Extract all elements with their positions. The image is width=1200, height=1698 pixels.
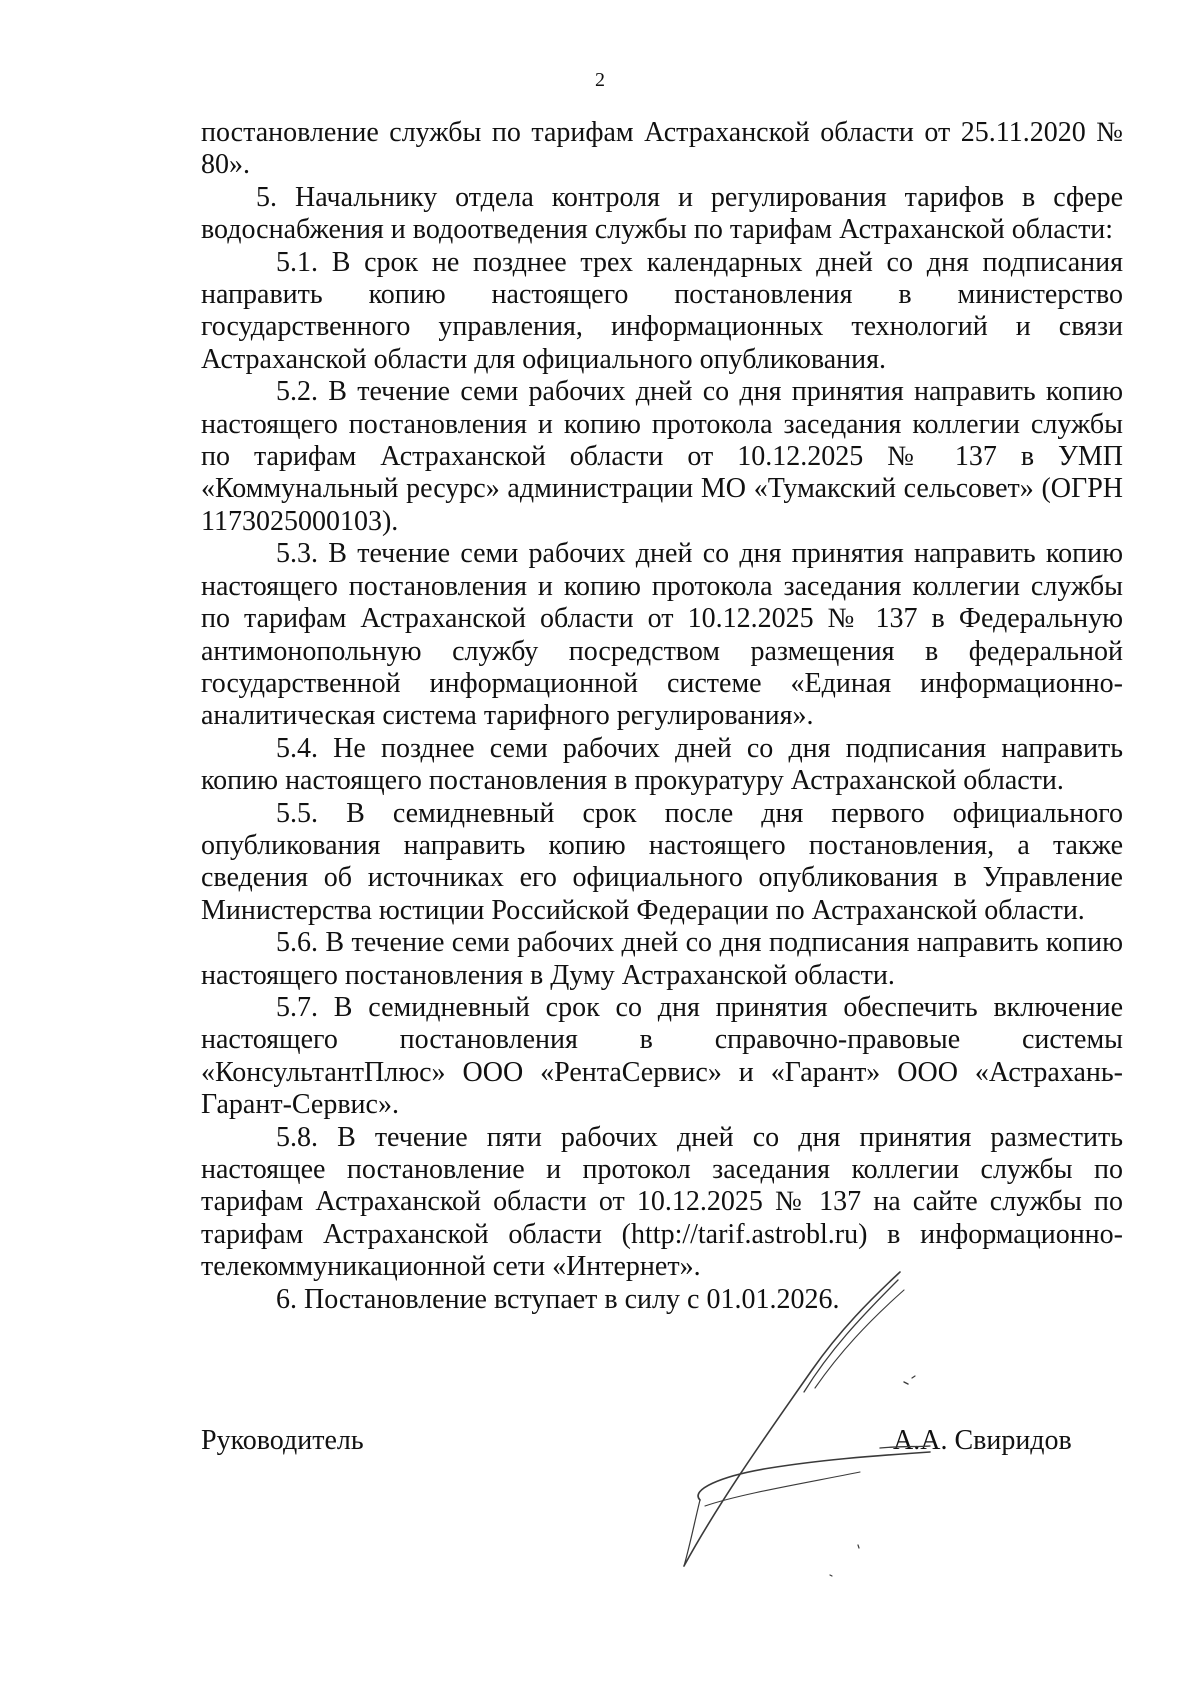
paragraph-item-5-7: 5.7. В семидневный срок со дня принятия обеспечить включение настоящего постановления в справочно-правовые системы «КонсультантПлюс» ООО «РентаСервис» и «Гарант» ООО «Астрахань-Гарант-Сервис». (201, 991, 1123, 1121)
paragraph-item-5-5: 5.5. В семидневный срок после дня первого официального опубликования направить копию настоящего постановления, а также сведения об источниках его официального опубликования в Управление Министерства юстиции Российской Федерации по Астраханской области. (201, 797, 1123, 926)
signer-name: А.А. Свиридов (893, 1425, 1072, 1456)
paragraph-item-5-6: 5.6. В течение семи рабочих дней со дня подписания направить копию настоящего постановления в Думу Астраханской области. (201, 927, 1123, 991)
paragraph-item-5-2: 5.2. В течение семи рабочих дней со дня принятия направить копию настоящего постановления и копию протокола заседания коллегии службы по тарифам Астраханской области от 10.12.2025 № 137 в УМП «Коммунальный ресурс» администрации МО «Тумакский сельсовет» (ОГРН 1173025000103). (201, 376, 1123, 537)
paragraph-item-5-1: 5.1. В срок не позднее трех календарных дней со дня подписания направить копию настоящего постановления в министерство государственного управления, информационных технологий и связи Астраханской области для официального опубликования. (201, 246, 1123, 375)
document-body (201, 117, 1123, 1316)
paragraph-item-5-8: 5.8. В течение пяти рабочих дней со дня принятия разместить настоящее постановление и протокол заседания коллегии службы по тарифам Астраханской области от 10.12.2025 № 137 на сайте службы по тарифам Астраханской области (http://tarif.astrobl.ru) в информационно-телекоммуникационной сети «Интернет». (201, 1121, 1123, 1283)
paragraph-item-5-4: 5.4. Не позднее семи рабочих дней со дня подписания направить копию настоящего постановления в прокуратуру Астраханской области. (201, 732, 1123, 797)
paragraph-item-6: 6. Постановление вступает в силу с 01.01.2026. (276, 1283, 840, 1315)
signer-position: Руководитель (201, 1425, 364, 1456)
paragraph-continuation: постановление службы по тарифам Астраханской области от 25.11.2020 № 80». (201, 117, 1123, 181)
page-number: 2 (595, 69, 605, 91)
paragraph-item-5: 5. Начальнику отдела контроля и регулирования тарифов в сфере водоснабжения и водоотведения службы по тарифам Астраханской области: (201, 181, 1123, 246)
paragraph-item-5-3: 5.3. В течение семи рабочих дней со дня принятия направить копию настоящего постановления и копию протокола заседания коллегии службы по тарифам Астраханской области от 10.12.2025 № 137 в Федеральную антимонопольную службу посредством размещения в федеральной государственной информационной системе «Единая информационно-аналитическая система тарифного регулирования». (201, 538, 1123, 732)
